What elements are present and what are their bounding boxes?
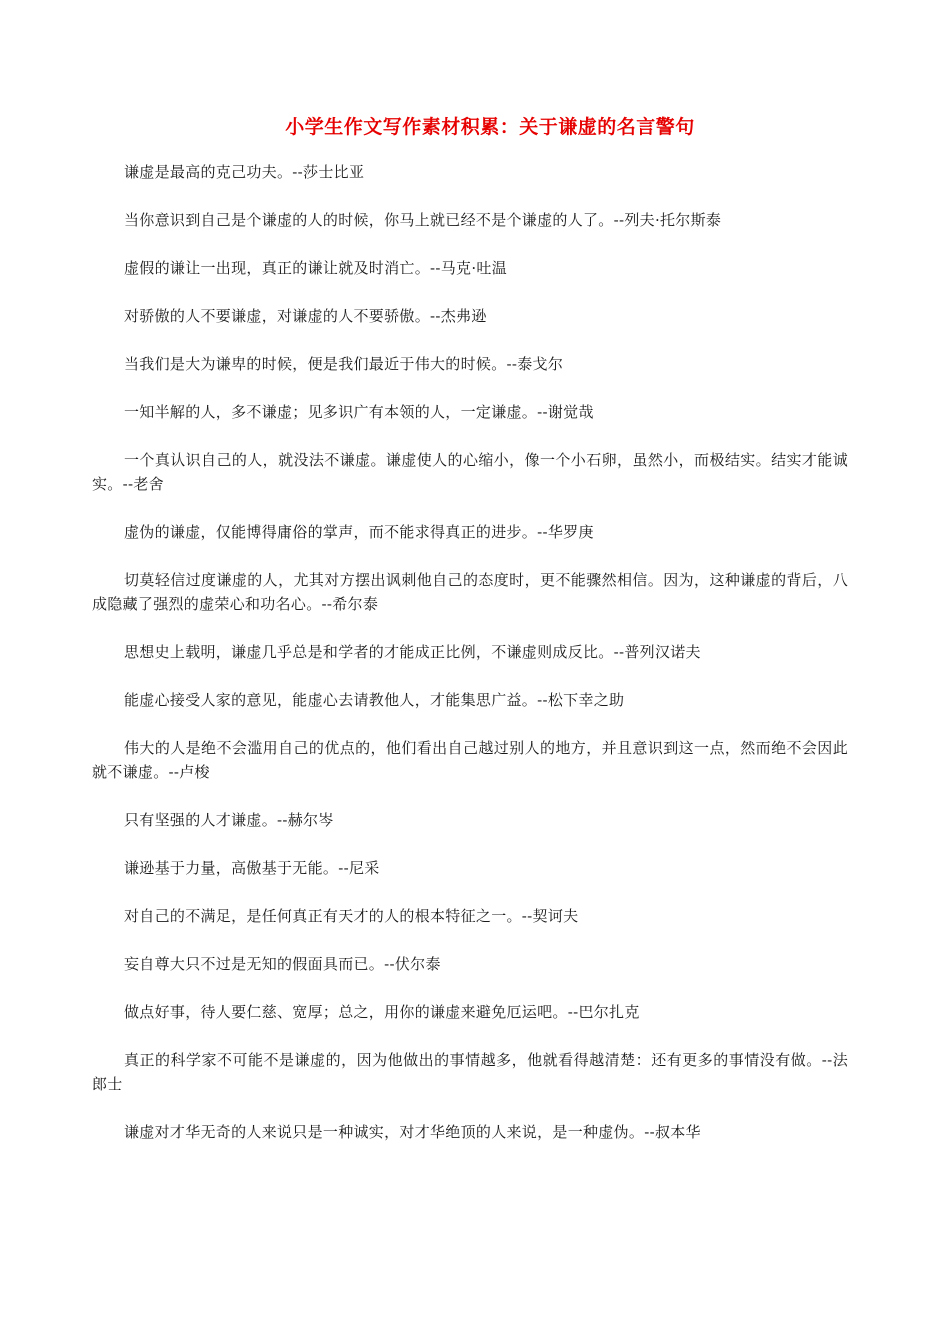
quote-item: 谦虚是最高的克己功夫。--莎士比亚 bbox=[124, 163, 365, 181]
quote-list bbox=[92, 160, 848, 1168]
quote-item: 真正的科学家不可能不是谦虚的，因为他做出的事情越多，他就看得越清楚：还有更多的事情没有做。--法郎士 bbox=[92, 1051, 848, 1093]
quote-item: 对骄傲的人不要谦虚，对谦虚的人不要骄傲。--杰弗逊 bbox=[124, 307, 487, 325]
quote-item: 当我们是大为谦卑的时候，便是我们最近于伟大的时候。--泰戈尔 bbox=[124, 355, 564, 373]
quote-item: 虚假的谦让一出现，真正的谦让就及时消亡。--马克·吐温 bbox=[124, 259, 508, 277]
quote-item: 一个真认识自己的人，就没法不谦虚。谦虚使人的心缩小，像一个小石卵，虽然小，而极结实。结实才能诚实。--老舍 bbox=[92, 451, 848, 493]
quote-item: 谦虚对才华无奇的人来说只是一种诚实，对才华绝顶的人来说，是一种虚伪。--叔本华 bbox=[124, 1123, 701, 1141]
quote-item: 能虚心接受人家的意见，能虚心去请教他人，才能集思广益。--松下幸之助 bbox=[124, 691, 625, 709]
document-title: 小学生作文写作素材积累：关于谦虚的名言警句 bbox=[285, 116, 695, 138]
quote-item: 做点好事，待人要仁慈、宽厚；总之，用你的谦虚来避免厄运吧。--巴尔扎克 bbox=[124, 1003, 640, 1021]
quote-item: 切莫轻信过度谦虚的人，尤其对方摆出讽刺他自己的态度时，更不能骤然相信。因为，这种谦虚的背后，八成隐藏了强烈的虚荣心和功名心。--希尔泰 bbox=[92, 571, 848, 613]
quote-item: 只有坚强的人才谦虚。--赫尔岑 bbox=[124, 811, 334, 829]
quote-item: 虚伪的谦虚，仅能博得庸俗的掌声，而不能求得真正的进步。--华罗庚 bbox=[124, 523, 594, 541]
quote-item: 对自己的不满足，是任何真正有天才的人的根本特征之一。--契诃夫 bbox=[124, 907, 579, 925]
quote-item: 伟大的人是绝不会滥用自己的优点的，他们看出自己越过别人的地方，并且意识到这一点，然而绝不会因此就不谦虚。--卢梭 bbox=[92, 739, 848, 781]
quote-item: 一知半解的人，多不谦虚；见多识广有本领的人，一定谦虚。--谢觉哉 bbox=[124, 403, 594, 421]
quote-item: 思想史上载明，谦虚几乎总是和学者的才能成正比例，不谦虚则成反比。--普列汉诺夫 bbox=[124, 643, 701, 661]
quote-item: 谦逊基于力量，高傲基于无能。--尼采 bbox=[124, 859, 380, 877]
quote-item: 当你意识到自己是个谦虚的人的时候，你马上就已经不是个谦虚的人了。--列夫·托尔斯泰 bbox=[124, 211, 722, 229]
quote-item: 妄自尊大只不过是无知的假面具而已。--伏尔泰 bbox=[124, 955, 441, 973]
